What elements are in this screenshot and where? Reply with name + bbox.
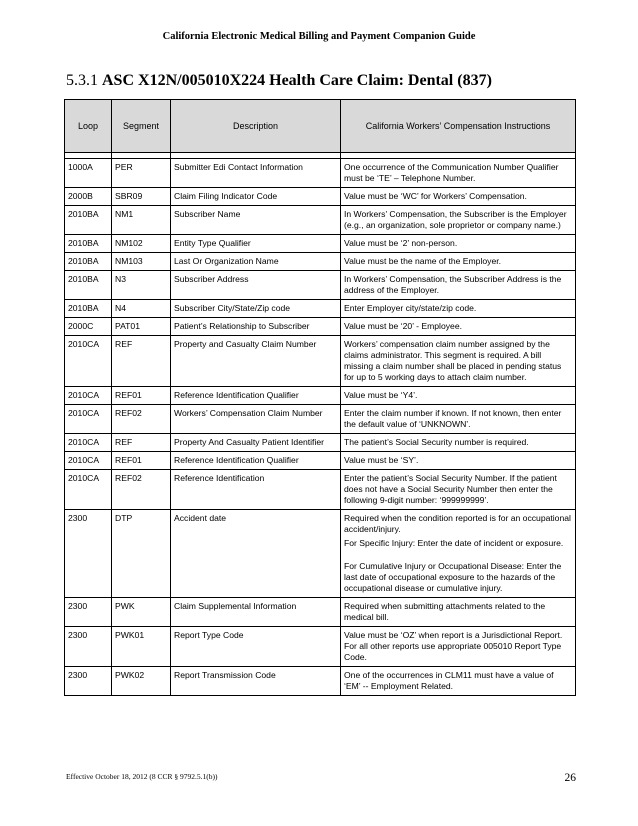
column-header-description: Description bbox=[171, 100, 341, 153]
instructions-cell bbox=[341, 405, 576, 434]
column-header-instructions: California Workers’ Compensation Instructions bbox=[341, 100, 576, 153]
loop-cell: 2010BA bbox=[65, 235, 112, 253]
description-cell: Report Type Code bbox=[171, 627, 341, 667]
instruction-paragraph: For Cumulative Injury or Occupational Disease: Enter the last date of occupational exposure to the hazards of the occupational disease or cumulative injury. bbox=[344, 561, 562, 593]
segment-cell: REF01 bbox=[112, 387, 171, 405]
instructions-cell bbox=[341, 667, 576, 696]
segment-cell: SBR09 bbox=[112, 188, 171, 206]
instruction-paragraph: Workers’ compensation claim number assigned by the claims administrator. This segment is required. A bill missing a claim number shall be placed in pending status for up to 5 working days to attach claim number. bbox=[344, 339, 562, 382]
description-cell: Accident date bbox=[171, 510, 341, 598]
instruction-paragraph: One of the occurrences in CLM11 must have a value of ‘EM’ -- Employment Related. bbox=[344, 670, 554, 691]
segment-cell: REF bbox=[112, 434, 171, 452]
column-header-loop: Loop bbox=[65, 100, 112, 153]
instruction-paragraph: Value must be ‘SY’. bbox=[344, 455, 419, 465]
loop-cell: 2010CA bbox=[65, 336, 112, 387]
instruction-paragraph: Enter Employer city/state/zip code. bbox=[344, 303, 477, 313]
instructions-cell bbox=[341, 188, 576, 206]
loop-cell: 2300 bbox=[65, 510, 112, 598]
table-row bbox=[65, 336, 576, 387]
instructions-cell bbox=[341, 510, 576, 598]
instruction-paragraph: The patient’s Social Security number is required. bbox=[344, 437, 529, 447]
loop-cell: 2300 bbox=[65, 667, 112, 696]
instruction-paragraph: In Workers’ Compensation, the Subscriber is the Employer (e.g., an organization, sole proprietor or company name.) bbox=[344, 209, 567, 230]
instructions-cell bbox=[341, 235, 576, 253]
segment-cell: REF02 bbox=[112, 405, 171, 434]
instructions-cell bbox=[341, 627, 576, 667]
section-heading: ASC X12N/005010X224 Health Care Claim: Dental (837) bbox=[102, 72, 492, 89]
instructions-cell bbox=[341, 387, 576, 405]
loop-cell: 2300 bbox=[65, 627, 112, 667]
instructions-cell bbox=[341, 318, 576, 336]
table-row bbox=[65, 271, 576, 300]
loop-cell: 2000B bbox=[65, 188, 112, 206]
description-cell: Property and Casualty Claim Number bbox=[171, 336, 341, 387]
table-row bbox=[65, 253, 576, 271]
description-cell: Reference Identification Qualifier bbox=[171, 387, 341, 405]
table-row bbox=[65, 452, 576, 470]
instructions-cell bbox=[341, 452, 576, 470]
instruction-paragraph: Enter the patient’s Social Security Number. If the patient does not have a Social Security Number then enter the following 9-digit number: ‘999999999’. bbox=[344, 473, 557, 505]
segment-cell: REF bbox=[112, 336, 171, 387]
instructions-cell bbox=[341, 300, 576, 318]
loop-cell: 2010BA bbox=[65, 271, 112, 300]
column-header-segment: Segment bbox=[112, 100, 171, 153]
table-row bbox=[65, 188, 576, 206]
segment-cell: PWK bbox=[112, 598, 171, 627]
table-row bbox=[65, 627, 576, 667]
loop-cell: 2010BA bbox=[65, 253, 112, 271]
table-row bbox=[65, 318, 576, 336]
segment-cell: PWK02 bbox=[112, 667, 171, 696]
instruction-paragraph: In Workers’ Compensation, the Subscriber Address is the address of the Employer. bbox=[344, 274, 562, 295]
segment-cell: N4 bbox=[112, 300, 171, 318]
instruction-paragraph: Required when submitting attachments related to the medical bill. bbox=[344, 601, 546, 622]
description-cell: Property And Casualty Patient Identifier bbox=[171, 434, 341, 452]
loop-cell: 2010CA bbox=[65, 452, 112, 470]
table-row bbox=[65, 159, 576, 188]
loop-cell: 2010BA bbox=[65, 206, 112, 235]
table-row bbox=[65, 434, 576, 452]
instructions-cell bbox=[341, 271, 576, 300]
segment-cell: NM103 bbox=[112, 253, 171, 271]
instruction-paragraph: Value must be ‘OZ’ when report is a Jurisdictional Report. For all other reports use appropriate 005010 Report Type Code. bbox=[344, 630, 563, 662]
section-title bbox=[66, 72, 492, 90]
description-cell: Workers’ Compensation Claim Number bbox=[171, 405, 341, 434]
running-head: California Electronic Medical Billing and Payment Companion Guide bbox=[162, 31, 476, 42]
description-cell: Reference Identification bbox=[171, 470, 341, 510]
instruction-paragraph: Value must be ‘20’ - Employee. bbox=[344, 321, 462, 331]
table-row bbox=[65, 206, 576, 235]
segment-cell: REF02 bbox=[112, 470, 171, 510]
section-number: 5.3.1 bbox=[66, 72, 98, 89]
description-cell: Report Transmission Code bbox=[171, 667, 341, 696]
description-cell: Claim Supplemental Information bbox=[171, 598, 341, 627]
instruction-paragraph: For Specific Injury: Enter the date of incident or exposure. bbox=[344, 538, 564, 548]
description-cell: Subscriber Name bbox=[171, 206, 341, 235]
instruction-paragraph: Enter the claim number if known. If not known, then enter the default value of ‘UNKNOWN’. bbox=[344, 408, 562, 429]
description-cell: Submitter Edi Contact Information bbox=[171, 159, 341, 188]
segment-cell: PWK01 bbox=[112, 627, 171, 667]
instruction-paragraph: Value must be the name of the Employer. bbox=[344, 256, 502, 266]
segment-cell: N3 bbox=[112, 271, 171, 300]
segment-cell: DTP bbox=[112, 510, 171, 598]
segment-cell: PER bbox=[112, 159, 171, 188]
description-cell: Patient’s Relationship to Subscriber bbox=[171, 318, 341, 336]
instruction-paragraph: One occurrence of the Communication Number Qualifier must be ‘TE’ – Telephone Number. bbox=[344, 162, 559, 183]
table-row bbox=[65, 300, 576, 318]
description-cell: Subscriber Address bbox=[171, 271, 341, 300]
segment-cell: PAT01 bbox=[112, 318, 171, 336]
description-cell: Entity Type Qualifier bbox=[171, 235, 341, 253]
instruction-paragraph: Required when the condition reported is for an occupational accident/injury. bbox=[344, 513, 571, 534]
instructions-cell bbox=[341, 336, 576, 387]
instruction-paragraph: Value must be ‘WC’ for Workers’ Compensation. bbox=[344, 191, 527, 201]
instructions-cell bbox=[341, 470, 576, 510]
table-header-row bbox=[65, 100, 576, 153]
instructions-cell bbox=[341, 159, 576, 188]
table-row bbox=[65, 387, 576, 405]
instruction-paragraph: Value must be ‘Y4’. bbox=[344, 390, 418, 400]
segment-cell: NM1 bbox=[112, 206, 171, 235]
table-row bbox=[65, 470, 576, 510]
loop-cell: 2010CA bbox=[65, 387, 112, 405]
description-cell: Last Or Organization Name bbox=[171, 253, 341, 271]
table-row bbox=[65, 235, 576, 253]
instructions-cell bbox=[341, 598, 576, 627]
loop-cell: 2010CA bbox=[65, 434, 112, 452]
instructions-cell bbox=[341, 206, 576, 235]
loop-cell: 1000A bbox=[65, 159, 112, 188]
description-cell: Claim Filing Indicator Code bbox=[171, 188, 341, 206]
description-cell: Subscriber City/State/Zip code bbox=[171, 300, 341, 318]
instructions-cell bbox=[341, 253, 576, 271]
table-row bbox=[65, 598, 576, 627]
table-row bbox=[65, 405, 576, 434]
instruction-paragraph: Value must be ‘2’ non-person. bbox=[344, 238, 458, 248]
table-row bbox=[65, 667, 576, 696]
instructions-cell bbox=[341, 434, 576, 452]
segment-cell: NM102 bbox=[112, 235, 171, 253]
loop-cell: 2010CA bbox=[65, 405, 112, 434]
segment-table bbox=[64, 99, 576, 696]
description-cell: Reference Identification Qualifier bbox=[171, 452, 341, 470]
segment-cell: REF01 bbox=[112, 452, 171, 470]
loop-cell: 2300 bbox=[65, 598, 112, 627]
loop-cell: 2010CA bbox=[65, 470, 112, 510]
table-body bbox=[65, 159, 576, 696]
effective-date-footer: Effective October 18, 2012 (8 CCR § 9792.5.1(b)) bbox=[66, 772, 218, 781]
page-number: 26 bbox=[564, 772, 576, 784]
loop-cell: 2010BA bbox=[65, 300, 112, 318]
loop-cell: 2000C bbox=[65, 318, 112, 336]
table-row bbox=[65, 510, 576, 598]
